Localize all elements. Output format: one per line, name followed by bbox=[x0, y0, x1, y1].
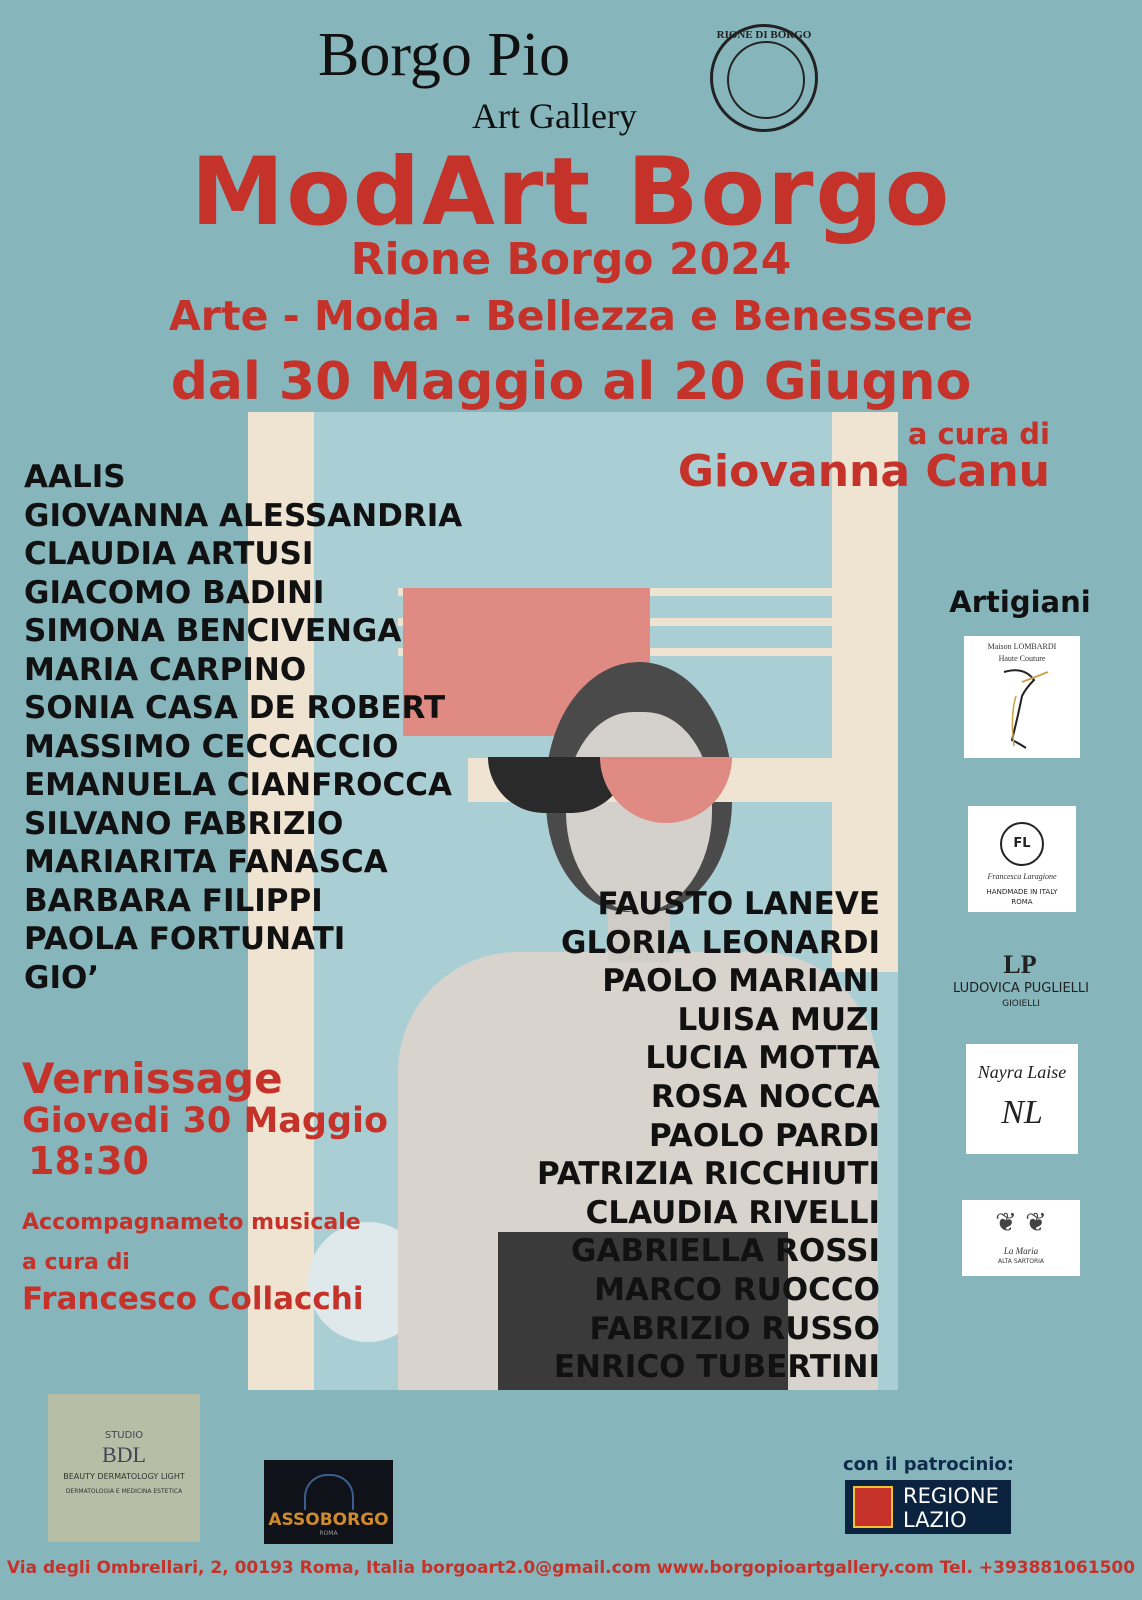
artist-name: MARIA CARPINO bbox=[24, 651, 307, 688]
regione-crest-icon bbox=[853, 1486, 893, 1528]
artist-name: GLORIA LEONARDI bbox=[561, 924, 880, 961]
footer-contact: Via degli Ombrellari, 2, 00193 Roma, Italia borgoart2.0@gmail.com www.borgopioartgallery.com Tel. +393881061500 bbox=[6, 1558, 1136, 1578]
nayra-monogram: NL bbox=[1001, 1094, 1043, 1131]
music-artist-name: Francesco Collacchi bbox=[22, 1281, 364, 1317]
lombardi-name: Maison LOMBARDI bbox=[987, 642, 1057, 651]
artist-name: PAOLO MARIANI bbox=[602, 963, 880, 1000]
music-curated-by: a cura di bbox=[22, 1250, 130, 1275]
ornament-icon: ❦ ❦ bbox=[995, 1208, 1047, 1238]
artist-list-right bbox=[440, 885, 880, 1387]
vernissage-time: 18:30 bbox=[28, 1139, 149, 1183]
artist-name: PATRIZIA RICCHIUTI bbox=[536, 1156, 880, 1193]
seal-inner-ring bbox=[727, 41, 805, 119]
studio-name: BEAUTY DERMATOLOGY LIGHT bbox=[63, 1472, 185, 1481]
artist-name: MARCO RUOCCO bbox=[594, 1271, 880, 1308]
la-maria-logo bbox=[962, 1200, 1080, 1276]
fashion-figure-icon bbox=[964, 636, 1080, 758]
artist-name: ENRICO TUBERTINI bbox=[553, 1349, 880, 1386]
artist-name: EMANUELA CIANFROCCA bbox=[24, 767, 452, 803]
artist-name: LUCIA MOTTA bbox=[645, 1040, 880, 1077]
assoborgo-name: ASSOBORGO bbox=[268, 1510, 389, 1530]
event-dates: dal 30 Maggio al 20 Giugno bbox=[170, 352, 972, 412]
artist-name: PAOLA FORTUNATI bbox=[24, 921, 346, 957]
ludovica-puglielli-monogram: LP bbox=[1003, 950, 1037, 979]
artist-name: SIMONA BENCIVENGA bbox=[24, 613, 402, 649]
nayra-laise-logo bbox=[966, 1044, 1078, 1154]
artist-name: MASSIMO CECCACCIO bbox=[24, 728, 399, 765]
francesca-laragione-logo bbox=[968, 806, 1076, 912]
lombardi-sub: Haute Couture bbox=[998, 654, 1046, 663]
artist-name: FABRIZIO RUSSO bbox=[589, 1310, 880, 1347]
artist-name: SONIA CASA DE ROBERT bbox=[24, 690, 446, 726]
patronage-label: con il patrocinio: bbox=[843, 1454, 1014, 1475]
curator-label: a cura di bbox=[907, 417, 1050, 451]
studio-mark: BDL bbox=[102, 1442, 146, 1467]
artist-name: GIO’ bbox=[24, 959, 100, 996]
nayra-name: Nayra Laise bbox=[977, 1062, 1067, 1082]
gallery-brand-sub: Art Gallery bbox=[472, 96, 637, 136]
vernissage-date: Giovedi 30 Maggio bbox=[22, 1101, 389, 1141]
vernissage-title: Vernissage bbox=[22, 1054, 283, 1103]
assoborgo-logo bbox=[264, 1460, 393, 1544]
studio-label: STUDIO bbox=[104, 1430, 144, 1441]
music-label: Accompagnameto musicale bbox=[22, 1210, 361, 1235]
fl-made-in: HANDMADE IN ITALY bbox=[986, 888, 1058, 896]
artist-name: GIACOMO BADINI bbox=[24, 574, 325, 611]
artist-name: CLAUDIA ARTUSI bbox=[24, 536, 314, 572]
studio-bdl-logo bbox=[48, 1394, 200, 1542]
fl-city: ROMA bbox=[1011, 898, 1033, 906]
artist-name: MARIARITA FANASCA bbox=[24, 844, 388, 880]
event-subtitle: Rione Borgo 2024 bbox=[350, 234, 792, 285]
artisans-heading: Artigiani bbox=[949, 585, 1091, 619]
event-title: ModArt Borgo bbox=[190, 138, 952, 247]
artist-name: FAUSTO LANEVE bbox=[597, 886, 880, 922]
rione-seal-icon bbox=[710, 24, 818, 132]
artist-name: LUISA MUZI bbox=[677, 1001, 880, 1038]
artist-name: GABRIELLA ROSSI bbox=[571, 1233, 880, 1270]
studio-sub: DERMATOLOGIA E MEDICINA ESTETICA bbox=[65, 1488, 183, 1495]
curator-name: Giovanna Canu bbox=[677, 446, 1050, 497]
artist-list-left bbox=[24, 458, 462, 997]
artist-name: CLAUDIA RIVELLI bbox=[585, 1194, 880, 1231]
ludovica-puglielli-name: LUDOVICA PUGLIELLI bbox=[953, 981, 1089, 996]
dome-icon bbox=[304, 1474, 354, 1510]
seal-text: RIONE DI BORGO bbox=[716, 29, 812, 41]
event-tagline: Arte - Moda - Bellezza e Benessere bbox=[169, 292, 973, 340]
artist-name: AALIS bbox=[24, 459, 126, 495]
maison-lombardi-logo bbox=[964, 636, 1080, 758]
artist-name: GIOVANNA ALESSANDRIA bbox=[24, 497, 463, 534]
gallery-brand: Borgo Pio bbox=[318, 21, 571, 89]
fl-signature: Francesca Laragione bbox=[987, 872, 1057, 881]
regione-lazio-logo bbox=[845, 1480, 1011, 1534]
fl-monogram: FL bbox=[1000, 822, 1044, 866]
regione-line2: LAZIO bbox=[903, 1508, 967, 1532]
regione-line1: REGIONE bbox=[903, 1484, 999, 1508]
artist-name: ROSA NOCCA bbox=[650, 1078, 880, 1115]
artist-name: PAOLO PARDI bbox=[648, 1117, 880, 1154]
artist-name: SILVANO FABRIZIO bbox=[24, 805, 344, 842]
la-maria-name: La Maria bbox=[1003, 1246, 1039, 1256]
artist-name: BARBARA FILIPPI bbox=[24, 882, 323, 919]
la-maria-sub: ALTA SARTORIA bbox=[997, 1258, 1045, 1265]
assoborgo-city: ROMA bbox=[319, 1530, 338, 1537]
ludovica-puglielli-sub: GIOIELLI bbox=[1002, 999, 1040, 1009]
